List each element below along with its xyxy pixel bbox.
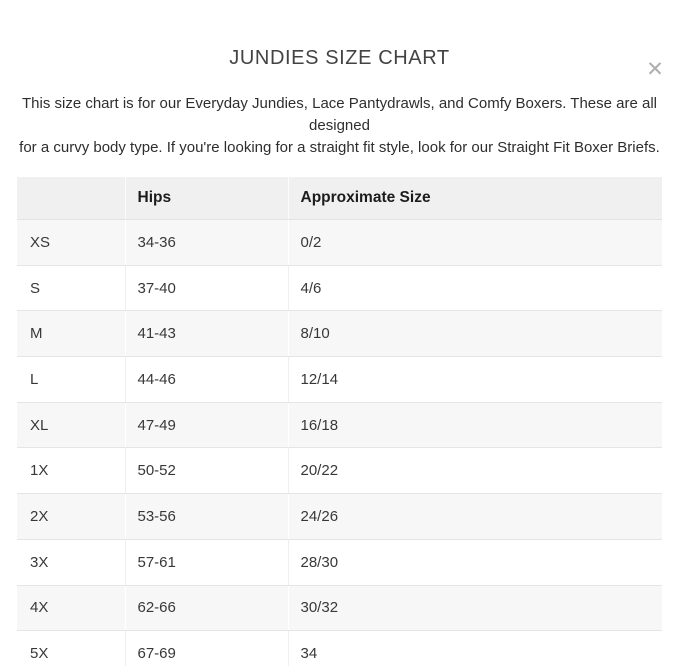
- hips-value-cell: 41-43: [125, 311, 288, 357]
- hips-value-cell: 44-46: [125, 357, 288, 403]
- size-chart-description: [10, 93, 669, 159]
- column-header-hips: Hips: [125, 177, 288, 220]
- hips-value-cell: 37-40: [125, 265, 288, 311]
- approx-size-cell: 34: [288, 631, 662, 666]
- size-label-cell: L: [17, 357, 125, 403]
- approx-size-cell: 4/6: [288, 265, 662, 311]
- hips-value-cell: 47-49: [125, 402, 288, 448]
- table-row: [17, 357, 662, 403]
- hips-value-cell: 67-69: [125, 631, 288, 666]
- approx-size-cell: 0/2: [288, 220, 662, 266]
- approx-size-cell: 16/18: [288, 402, 662, 448]
- approx-size-cell: 30/32: [288, 585, 662, 631]
- hips-value-cell: 57-61: [125, 539, 288, 585]
- approx-size-cell: 24/26: [288, 494, 662, 540]
- table-row: [17, 311, 662, 357]
- size-label-cell: 5X: [17, 631, 125, 666]
- table-header-row: [17, 177, 662, 220]
- table-row: [17, 220, 662, 266]
- hips-value-cell: 50-52: [125, 448, 288, 494]
- size-label-cell: 2X: [17, 494, 125, 540]
- size-label-cell: XL: [17, 402, 125, 448]
- size-label-cell: M: [17, 311, 125, 357]
- close-icon[interactable]: ✕: [639, 54, 671, 86]
- page-title: JUNDIES SIZE CHART: [229, 47, 450, 69]
- column-header-size: [17, 177, 125, 220]
- size-chart-table-wrap: [17, 177, 662, 666]
- approx-size-cell: 8/10: [288, 311, 662, 357]
- table-row: [17, 448, 662, 494]
- hips-value-cell: 53-56: [125, 494, 288, 540]
- size-label-cell: XS: [17, 220, 125, 266]
- description-line-2: for a curvy body type. If you're looking for a straight fit style, look for our Straight Fit Boxer Briefs.: [19, 139, 660, 156]
- table-row: [17, 265, 662, 311]
- table-row: [17, 539, 662, 585]
- size-label-cell: S: [17, 265, 125, 311]
- size-chart-body: [17, 220, 662, 666]
- approx-size-cell: 12/14: [288, 357, 662, 403]
- table-row: [17, 585, 662, 631]
- column-header-approximate-size: Approximate Size: [288, 177, 662, 220]
- hips-value-cell: 34-36: [125, 220, 288, 266]
- table-row: [17, 494, 662, 540]
- hips-value-cell: 62-66: [125, 585, 288, 631]
- approx-size-cell: 28/30: [288, 539, 662, 585]
- approx-size-cell: 20/22: [288, 448, 662, 494]
- size-chart-table: [17, 177, 662, 666]
- size-label-cell: 4X: [17, 585, 125, 631]
- description-line-1: This size chart is for our Everyday Jundies, Lace Pantydrawls, and Comfy Boxers. These are all designed: [21, 95, 657, 134]
- table-row: [17, 402, 662, 448]
- size-label-cell: 1X: [17, 448, 125, 494]
- size-label-cell: 3X: [17, 539, 125, 585]
- size-chart-modal: [0, 46, 679, 666]
- table-row: [17, 631, 662, 666]
